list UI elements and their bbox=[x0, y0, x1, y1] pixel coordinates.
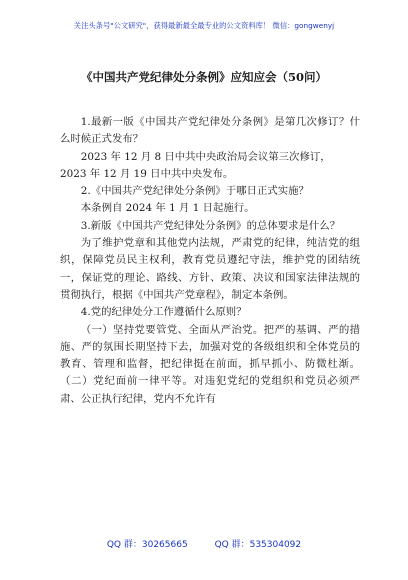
paragraph-q4: 4.党的纪律处分工作遵循什么原则？ bbox=[80, 306, 247, 319]
paragraph-q3: 3.新版《中国共产党纪律处分条例》的总体要求是什么？ bbox=[80, 219, 341, 232]
document-title: 《中国共产党纪律处分条例》应知应会（50问） bbox=[80, 70, 327, 84]
footer bbox=[0, 537, 408, 550]
header-note: 关注头条号"公文研究"，获得最新最全最专业的公文资料库！ 微信：gongwenyj bbox=[73, 21, 335, 30]
paragraph-a3: 为了维护党章和其他党内法规，严肃党的纪律，纯洁党的组织，保障党员民主权利，教育党员遵纪守法，维护党的团结统一，保证党的理论、路线、方针、政策、决议和国家法律法规的贯彻执行，根据《中国共产党章程》，制定本条例。 bbox=[60, 237, 360, 301]
paragraph-a1-line2: 2023 年 12 月 19 日中共中央发布。 bbox=[60, 167, 234, 180]
footer-qq-group-1: QQ 群：30265665 bbox=[106, 540, 188, 550]
paragraph-a4: （一）坚持党要管党、全面从严治党。把严的基调、严的措施、严的氛围长期坚持下去，加强对党的各级组织和全体党员的教育、管理和监督，把纪律挺在前面，抓早抓小、防微杜渐。（二）党纪面前一律平等。对违犯党纪的党组织和党员必须严肃、公正执行纪律，党内不允许有 bbox=[60, 323, 360, 405]
paragraph-a1-line1: 2023 年 12 月 8 日中共中央政治局会议第三次修订， bbox=[80, 150, 331, 163]
paragraph-a2: 本条例自 2024 年 1 月 1 日起施行。 bbox=[80, 202, 255, 215]
document-body bbox=[60, 114, 360, 408]
footer-qq-group-2: QQ 群：535304092 bbox=[214, 540, 302, 550]
paragraph-q1: 1.最新一版《中国共产党纪律处分条例》是第几次修订？什么时候正式发布？ bbox=[60, 116, 360, 146]
paragraph-q2: 2.《中国共产党纪律处分条例》于哪日正式实施？ bbox=[80, 185, 309, 198]
